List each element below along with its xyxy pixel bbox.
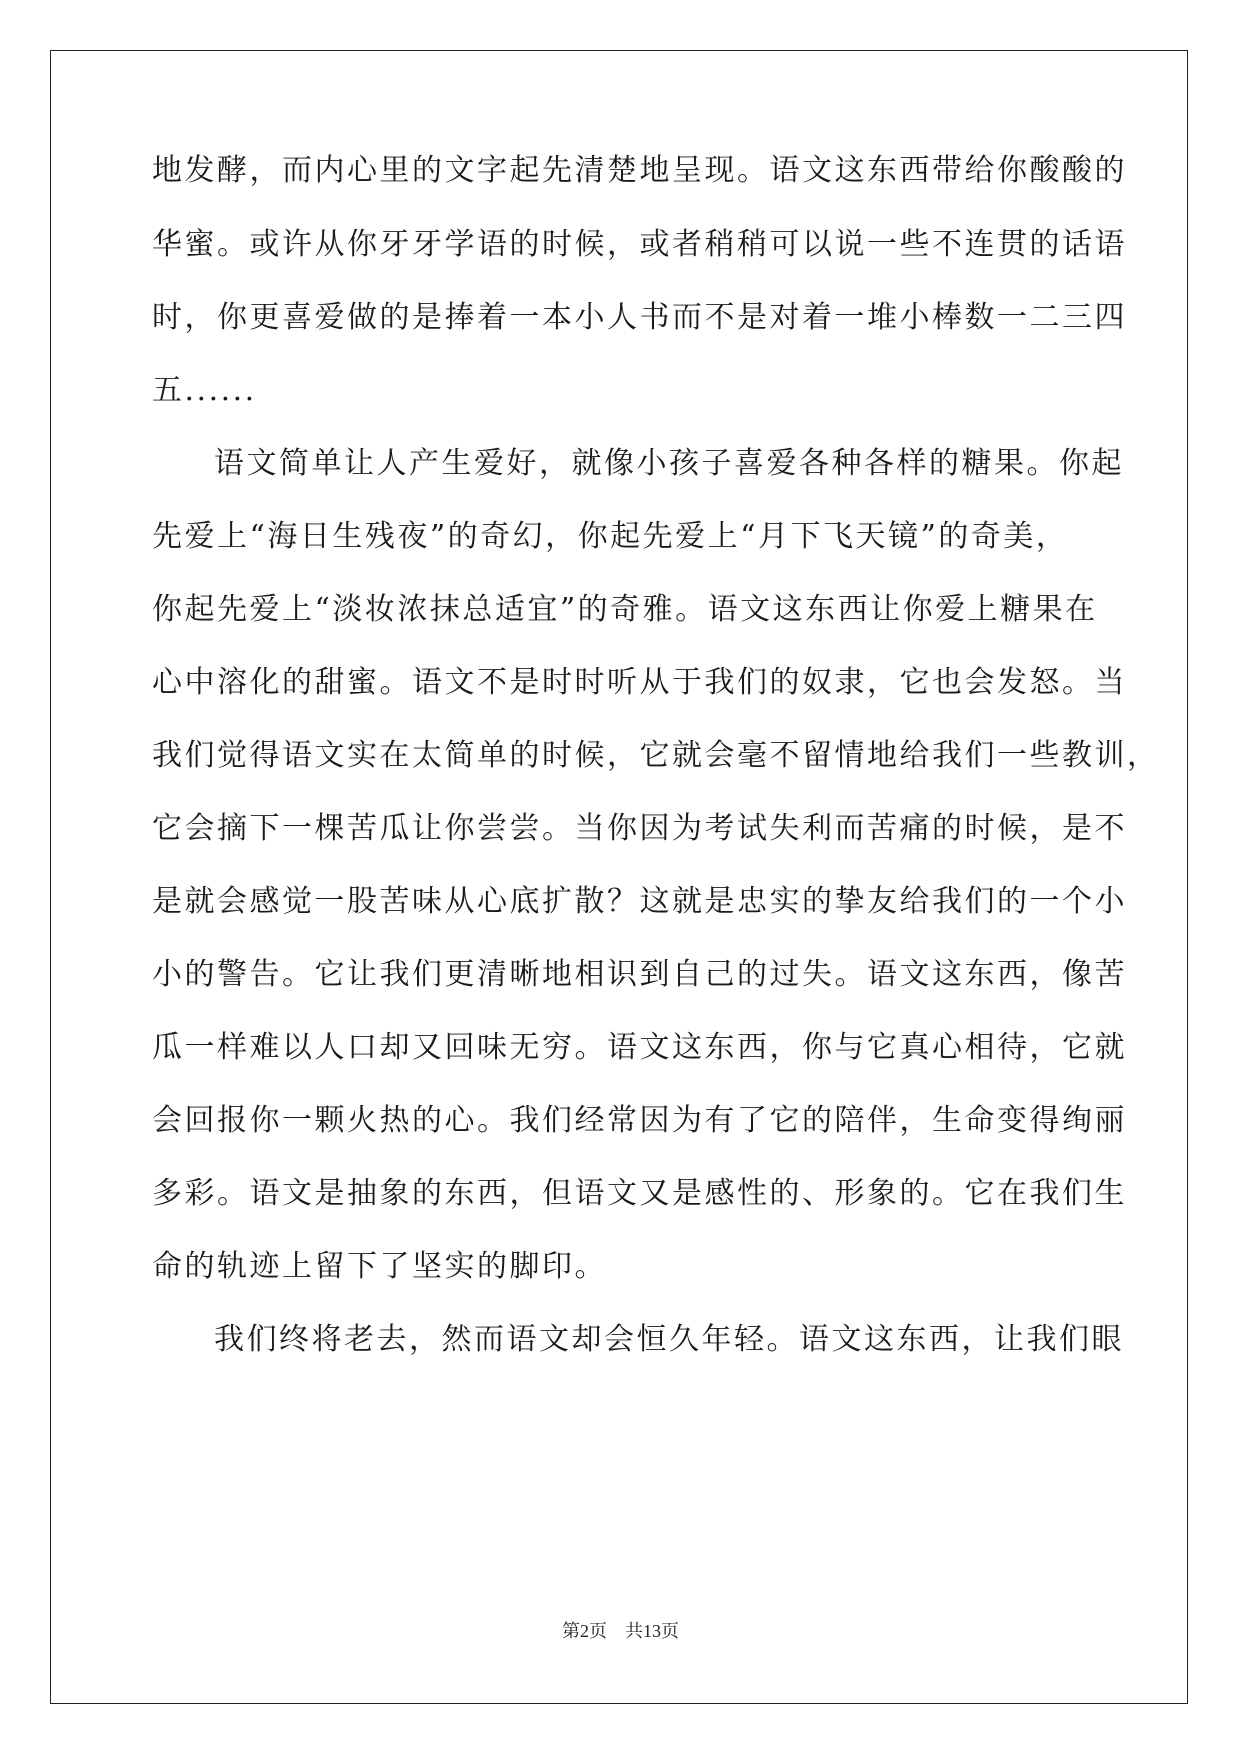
- page-number: 第2页: [562, 1621, 607, 1641]
- text-line: 地发酵，而内心里的文字起先清楚地呈现。语文这东西带给你酸酸的: [152, 153, 1127, 188]
- text-line: 先爱上“海日生残夜”的奇幻，你起先爱上“月下飞天镜”的奇美，: [152, 519, 1069, 554]
- page-footer: [0, 1617, 1241, 1643]
- text-line: 多彩。语文是抽象的东西，但语文又是感性的、形象的。它在我们生: [152, 1176, 1127, 1211]
- text-line: 心中溶化的甜蜜。语文不是时时听从于我们的奴隶，它也会发怒。当: [152, 665, 1127, 700]
- paragraph-start-line: 语文简单让人产生爱好，就像小孩子喜爱各种各样的糖果。你起: [214, 446, 1124, 481]
- text-line: 命的轨迹上留下了坚实的脚印。: [152, 1249, 607, 1284]
- text-line: 会回报你一颗火热的心。我们经常因为有了它的陪伴，生命变得绚丽: [152, 1103, 1127, 1138]
- text-line: 小的警告。它让我们更清晰地相识到自己的过失。语文这东西，像苦: [152, 957, 1127, 992]
- text-line: 它会摘下一棵苦瓜让你尝尝。当你因为考试失利而苦痛的时候，是不: [152, 811, 1127, 846]
- text-line: 瓜一样难以人口却又回味无穷。语文这东西，你与它真心相待，它就: [152, 1030, 1127, 1065]
- text-line: 五......: [152, 373, 257, 408]
- text-line: 时，你更喜爱做的是捧着一本小人书而不是对着一堆小棒数一二三四: [152, 300, 1127, 335]
- text-line: 你起先爱上“淡妆浓抹总适宜”的奇雅。语文这东西让你爱上糖果在: [152, 592, 1098, 627]
- text-line: 华蜜。或许从你牙牙学语的时候，或者稍稍可以说一些不连贯的话语: [152, 227, 1127, 262]
- paragraph-start-line: 我们终将老去，然而语文却会恒久年轻。语文这东西，让我们眼: [214, 1322, 1124, 1357]
- text-line: 我们觉得语文实在太简单的时候，它就会毫不留情地给我们一些教训，: [152, 738, 1160, 773]
- text-line: 是就会感觉一股苦味从心底扩散？这就是忠实的挚友给我们的一个小: [152, 884, 1127, 919]
- page-total: 共13页: [625, 1621, 679, 1641]
